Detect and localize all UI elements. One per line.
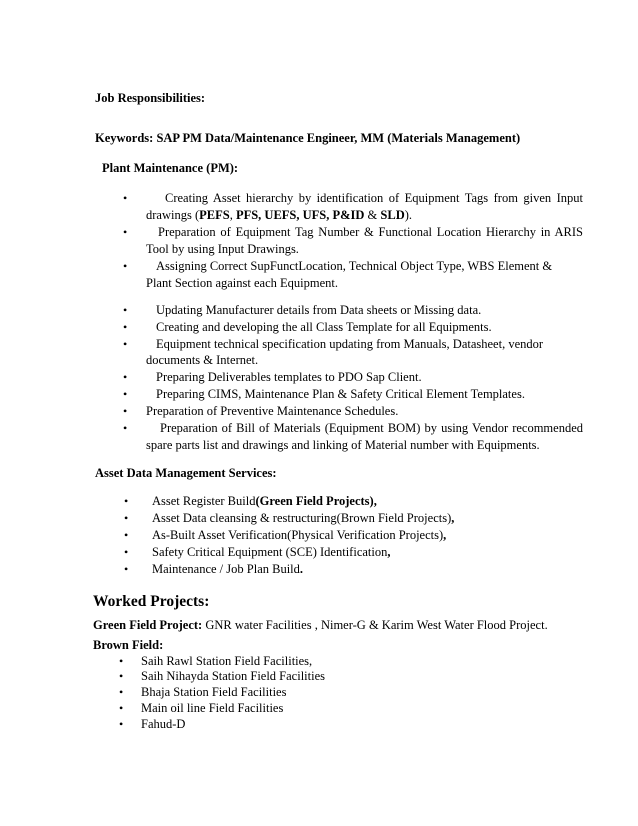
bullet-icon: • [119,669,124,683]
bullet-icon: • [119,685,124,699]
bullet-icon: • [124,494,129,508]
pm-item-10-line-1: Preparation of Bill of Materials (Equipment BOM) by using Vendor recommended [160,421,583,435]
bullet-icon: • [123,191,128,205]
bullet-icon: • [124,545,129,559]
brown-field-item: Saih Nihayda Station Field Facilities [141,669,326,683]
brown-field-item: Saih Rawl Station Field Facilities, [141,654,313,668]
pm-item-2-line-2: Tool by using Input Drawings. [146,242,299,256]
bullet-icon: • [123,259,128,273]
bullet-icon: • [123,337,128,351]
bullet-icon: • [123,370,128,384]
bullet-icon: • [123,387,128,401]
brown-field-item: Main oil line Field Facilities [141,701,284,715]
pm-item-6-line-2: documents & Internet. [146,353,259,367]
pm-item-1-line-1: Creating Asset hierarchy by identification of Equipment Tags from given Input [165,191,583,205]
asset-data-heading: Asset Data Management Services: [95,466,277,480]
plant-maintenance-heading: Plant Maintenance (PM): [102,161,239,175]
asset-item-1: Asset Register Build(Green Field Projects), [152,494,377,508]
pm-item-2-line-1: Preparation of Equipment Tag Number & Functional Location Hierarchy in ARIS [158,225,583,239]
asset-item-5: Maintenance / Job Plan Build. [152,562,304,576]
bullet-icon: • [124,562,129,576]
pm-item-9: Preparation of Preventive Maintenance Schedules. [146,404,399,418]
pm-item-6-line-1: Equipment technical specification updating from Manuals, Datasheet, vendor [156,337,544,351]
bullet-icon: • [123,320,128,334]
pm-item-4: Updating Manufacturer details from Data sheets or Missing data. [156,303,482,317]
asset-item-2: Asset Data cleansing & restructuring(Brown Field Projects), [152,511,455,525]
bullet-icon: • [123,421,128,435]
bullet-icon: • [123,303,128,317]
brown-field-label: Brown Field: [93,638,164,652]
bullet-icon: • [119,717,124,731]
bullet-icon: • [119,654,124,668]
pm-item-3-line-1: Assigning Correct SupFunctLocation, Technical Object Type, WBS Element & [156,259,553,273]
pm-item-7: Preparing Deliverables templates to PDO Sap Client. [156,370,422,384]
pm-item-5: Creating and developing the all Class Template for all Equipments. [156,320,492,334]
asset-item-4: Safety Critical Equipment (SCE) Identification, [152,545,391,559]
pm-item-10-line-2: spare parts list and drawings and linking of Material number with Equipments. [146,438,540,452]
keywords-line: Keywords: SAP PM Data/Maintenance Engineer, MM (Materials Management) [95,131,521,145]
job-responsibilities-heading: Job Responsibilities: [95,91,206,105]
worked-projects-heading: Worked Projects: [93,593,210,610]
bullet-icon: • [119,701,124,715]
green-field-project: Green Field Project: GNR water Facilities , Nimer-G & Karim West Water Flood Project. [93,618,548,632]
pm-item-1-line-2: drawings (PEFS, PFS, UEFS, UFS, P&ID & SLD). [146,208,413,222]
asset-item-3: As-Built Asset Verification(Physical Verification Projects), [152,528,447,542]
pm-item-8: Preparing CIMS, Maintenance Plan & Safety Critical Element Templates. [156,387,525,401]
bullet-icon: • [123,225,128,239]
brown-field-item: Fahud-D [141,717,186,731]
bullet-icon: • [124,511,129,525]
pm-item-3-line-2: Plant Section against each Equipment. [146,276,338,290]
brown-field-item: Bhaja Station Field Facilities [141,685,287,699]
bullet-icon: • [124,528,129,542]
bullet-icon: • [123,404,128,418]
